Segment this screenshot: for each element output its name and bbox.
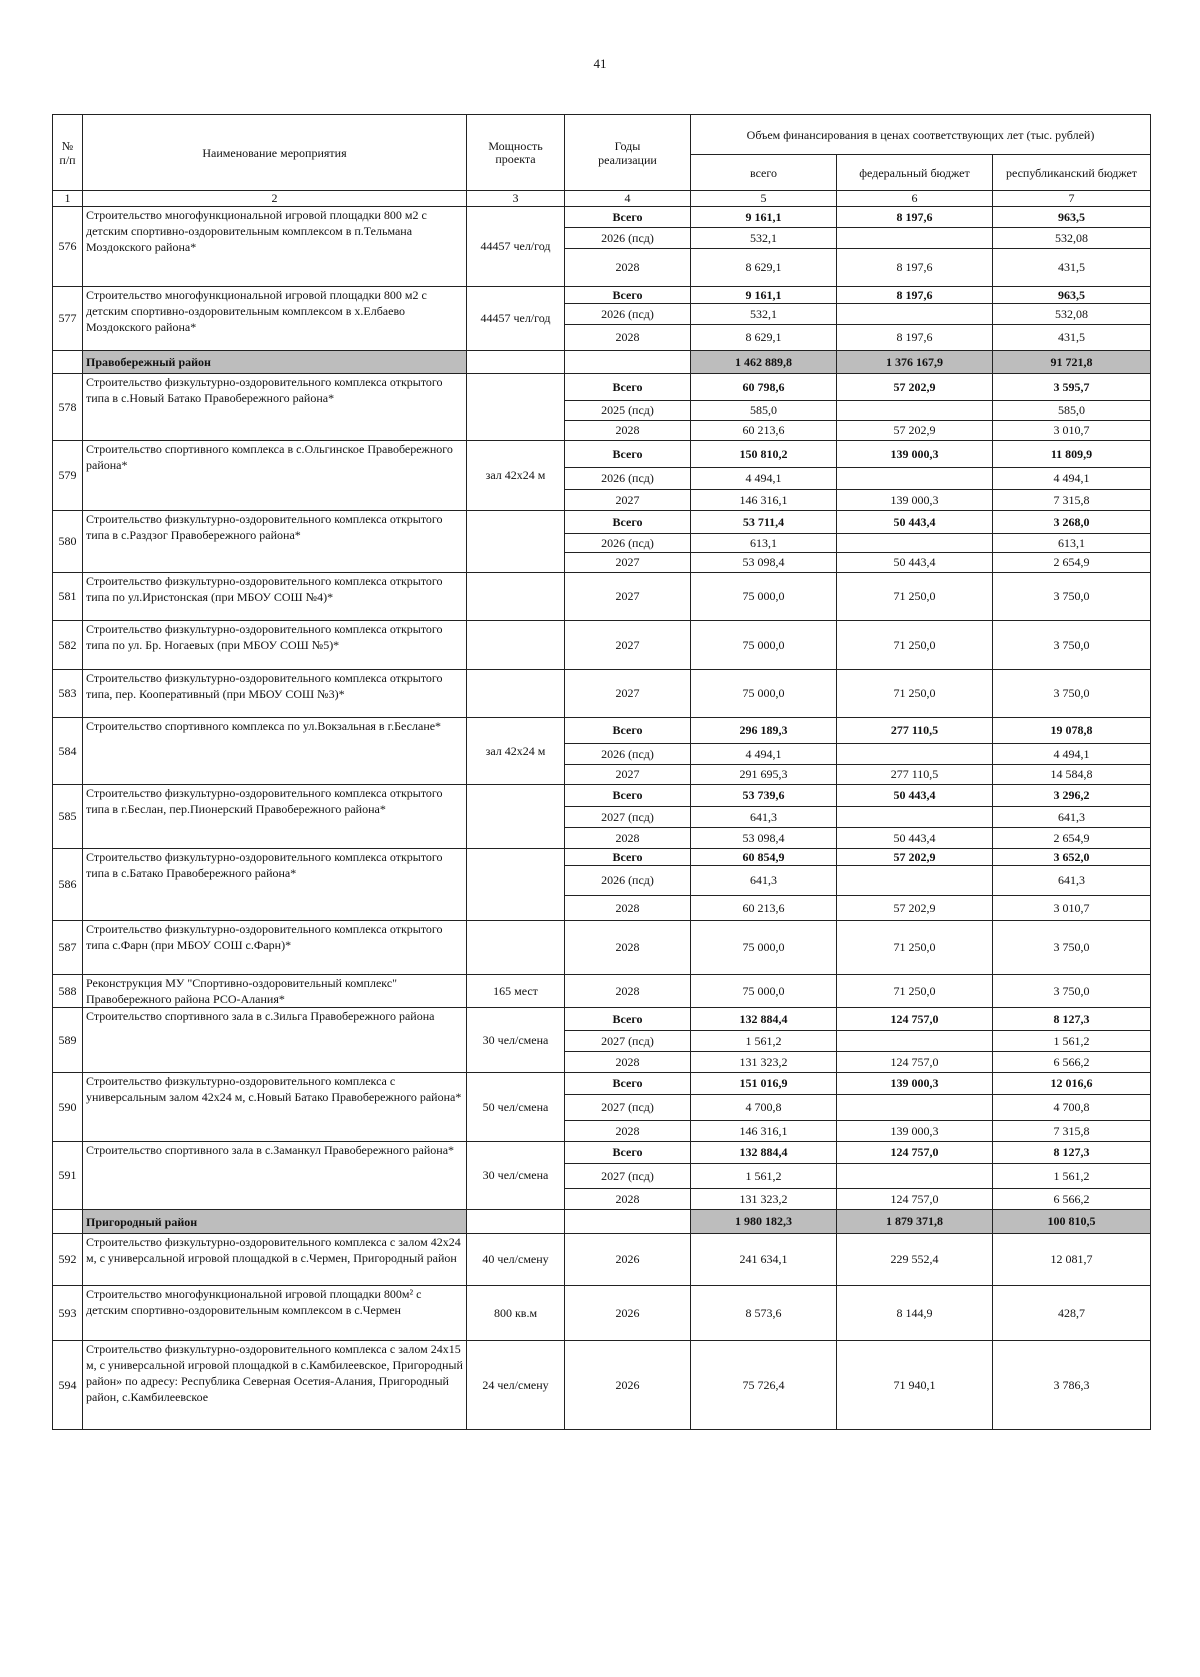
amount-federal	[837, 1095, 993, 1121]
implementation-year: 2025 (псд)	[565, 401, 691, 421]
header-republic: республиканский бюджет	[993, 155, 1151, 191]
event-name: Строительство физкультурно-оздоровительного комплекса открытого типа по ул. Бр. Ногаевых (при МБОУ СОШ №5)*	[83, 621, 467, 670]
amount-total: 60 854,9	[691, 849, 837, 866]
amount-republic: 1 561,2	[993, 1031, 1151, 1052]
project-capacity	[467, 849, 565, 921]
amount-federal: 139 000,3	[837, 1073, 993, 1095]
region-republic: 100 810,5	[993, 1210, 1151, 1234]
region-total: 1 980 182,3	[691, 1210, 837, 1234]
amount-federal	[837, 744, 993, 765]
amount-total: 8 629,1	[691, 325, 837, 351]
amount-republic: 19 078,8	[993, 718, 1151, 744]
region-row	[53, 351, 1151, 374]
amount-republic: 3 750,0	[993, 921, 1151, 975]
amount-republic: 4 700,8	[993, 1095, 1151, 1121]
amount-republic: 641,3	[993, 807, 1151, 828]
col-index: 4	[565, 191, 691, 207]
table-body	[53, 207, 1151, 1430]
amount-federal: 8 197,6	[837, 249, 993, 287]
row-number: 580	[53, 511, 83, 573]
event-name: Строительство физкультурно-оздоровительного комплекса с универсальным залом 42х24 м, с.Новый Батако Правобережного района*	[83, 1073, 467, 1142]
amount-total: 532,1	[691, 304, 837, 325]
project-capacity: зал 42х24 м	[467, 441, 565, 511]
amount-federal	[837, 468, 993, 490]
implementation-year: 2026 (псд)	[565, 228, 691, 249]
event-name: Строительство многофункциональной игровой площадки 800 м2 с детским спортивно-оздоровительным комплексом в х.Елбаево Моздокского района*	[83, 287, 467, 351]
implementation-year: 2026 (псд)	[565, 744, 691, 765]
amount-federal: 8 144,9	[837, 1286, 993, 1341]
amount-federal: 50 443,4	[837, 785, 993, 807]
amount-republic: 613,1	[993, 534, 1151, 553]
header-capacity: Мощность проекта	[467, 115, 565, 191]
implementation-year: 2027	[565, 621, 691, 670]
region-name: Пригородный район	[83, 1210, 467, 1234]
row-number: 585	[53, 785, 83, 849]
implementation-year: Всего	[565, 718, 691, 744]
implementation-year: 2027	[565, 573, 691, 621]
amount-total: 8 573,6	[691, 1286, 837, 1341]
amount-federal: 50 443,4	[837, 553, 993, 573]
region-num	[53, 351, 83, 374]
table-row	[53, 975, 1151, 1008]
col-index: 7	[993, 191, 1151, 207]
project-capacity: 24 чел/смену	[467, 1341, 565, 1430]
amount-federal: 57 202,9	[837, 849, 993, 866]
project-capacity	[467, 511, 565, 573]
amount-republic: 4 494,1	[993, 468, 1151, 490]
table-row	[53, 441, 1151, 468]
implementation-year: Всего	[565, 374, 691, 401]
amount-republic: 1 561,2	[993, 1164, 1151, 1189]
project-capacity: 165 мест	[467, 975, 565, 1008]
amount-republic: 14 584,8	[993, 765, 1151, 785]
amount-total: 4 494,1	[691, 744, 837, 765]
table-row	[53, 1234, 1151, 1286]
row-number: 588	[53, 975, 83, 1008]
table-row	[53, 1008, 1151, 1031]
amount-total: 1 561,2	[691, 1031, 837, 1052]
amount-federal	[837, 534, 993, 553]
implementation-year: 2027 (псд)	[565, 1031, 691, 1052]
amount-federal: 8 197,6	[837, 287, 993, 304]
amount-federal: 124 757,0	[837, 1142, 993, 1164]
implementation-year: 2028	[565, 325, 691, 351]
region-years	[565, 1210, 691, 1234]
region-federal: 1 376 167,9	[837, 351, 993, 374]
header-years: Годы реализации	[565, 115, 691, 191]
implementation-year: 2026	[565, 1234, 691, 1286]
amount-republic: 3 010,7	[993, 421, 1151, 441]
amount-republic: 3 010,7	[993, 896, 1151, 921]
event-name: Строительство физкультурно-оздоровительного комплекса открытого типа в с.Батако Правобережного района*	[83, 849, 467, 921]
amount-total: 9 161,1	[691, 207, 837, 228]
amount-republic: 431,5	[993, 325, 1151, 351]
table-row	[53, 785, 1151, 807]
amount-total: 132 884,4	[691, 1142, 837, 1164]
amount-republic: 585,0	[993, 401, 1151, 421]
event-name: Строительство многофункциональной игровой площадки 800 м2 с детским спортивно-оздоровительным комплексом в п.Тельмана Моздокского района*	[83, 207, 467, 287]
implementation-year: 2027 (псд)	[565, 1164, 691, 1189]
event-name: Строительство физкультурно-оздоровительного комплекса открытого типа в г.Беслан, пер.Пионерский Правобережного района*	[83, 785, 467, 849]
project-capacity	[467, 921, 565, 975]
amount-total: 60 798,6	[691, 374, 837, 401]
table-row	[53, 718, 1151, 744]
row-number: 586	[53, 849, 83, 921]
amount-federal	[837, 304, 993, 325]
table-row	[53, 511, 1151, 534]
event-name: Строительство физкультурно-оздоровительного комплекса открытого типа в с.Раздзог Правобережного района*	[83, 511, 467, 573]
implementation-year: 2027	[565, 670, 691, 718]
amount-republic: 3 750,0	[993, 621, 1151, 670]
event-name: Строительство спортивного зала в с.Зильга Правобережного района	[83, 1008, 467, 1073]
amount-total: 296 189,3	[691, 718, 837, 744]
amount-federal	[837, 1031, 993, 1052]
project-capacity	[467, 573, 565, 621]
amount-federal	[837, 228, 993, 249]
amount-federal: 71 250,0	[837, 670, 993, 718]
header-name: Наименование мероприятия	[83, 115, 467, 191]
project-capacity: 50 чел/смена	[467, 1073, 565, 1142]
amount-federal	[837, 866, 993, 896]
amount-republic: 3 750,0	[993, 670, 1151, 718]
event-name: Строительство физкультурно-оздоровительного комплекса с залом 24х15 м, с универсальной игровой площадкой в с.Камбилеевское, Пригородный район» по адресу: Республика Северная Осетия-Алания, Пригородный район, с.Камбилеевское	[83, 1341, 467, 1430]
amount-total: 75 000,0	[691, 573, 837, 621]
row-number: 584	[53, 718, 83, 785]
amount-republic: 12 016,6	[993, 1073, 1151, 1095]
event-name: Строительство физкультурно-оздоровительного комплекса открытого типа в с.Новый Батако Правобережного района*	[83, 374, 467, 441]
region-num	[53, 1210, 83, 1234]
amount-republic: 6 566,2	[993, 1052, 1151, 1073]
row-number: 576	[53, 207, 83, 287]
region-years	[565, 351, 691, 374]
implementation-year: 2028	[565, 421, 691, 441]
amount-total: 131 323,2	[691, 1052, 837, 1073]
amount-federal: 57 202,9	[837, 421, 993, 441]
amount-total: 150 810,2	[691, 441, 837, 468]
amount-total: 132 884,4	[691, 1008, 837, 1031]
event-name: Строительство физкультурно-оздоровительного комплекса открытого типа, пер. Кооперативный (при МБОУ СОШ №3)*	[83, 670, 467, 718]
event-name: Строительство спортивного комплекса в с.Ольгинское Правобережного района*	[83, 441, 467, 511]
header-num: № п/п	[53, 115, 83, 191]
implementation-year: Всего	[565, 441, 691, 468]
amount-federal: 71 250,0	[837, 621, 993, 670]
implementation-year: 2028	[565, 975, 691, 1008]
implementation-year: 2028	[565, 896, 691, 921]
amount-total: 131 323,2	[691, 1189, 837, 1210]
amount-total: 60 213,6	[691, 421, 837, 441]
row-number: 581	[53, 573, 83, 621]
amount-republic: 4 494,1	[993, 744, 1151, 765]
amount-federal	[837, 807, 993, 828]
region-row	[53, 1210, 1151, 1234]
amount-total: 60 213,6	[691, 896, 837, 921]
implementation-year: Всего	[565, 785, 691, 807]
implementation-year: 2026	[565, 1286, 691, 1341]
row-number: 583	[53, 670, 83, 718]
amount-republic: 3 652,0	[993, 849, 1151, 866]
amount-federal: 139 000,3	[837, 441, 993, 468]
amount-federal: 124 757,0	[837, 1052, 993, 1073]
amount-republic: 963,5	[993, 287, 1151, 304]
amount-federal: 71 250,0	[837, 921, 993, 975]
table-row	[53, 573, 1151, 621]
amount-total: 613,1	[691, 534, 837, 553]
amount-republic: 11 809,9	[993, 441, 1151, 468]
amount-federal: 50 443,4	[837, 511, 993, 534]
table-row	[53, 670, 1151, 718]
header-total: всего	[691, 155, 837, 191]
amount-federal: 57 202,9	[837, 896, 993, 921]
amount-total: 146 316,1	[691, 1121, 837, 1142]
amount-republic: 428,7	[993, 1286, 1151, 1341]
region-federal: 1 879 371,8	[837, 1210, 993, 1234]
amount-republic: 8 127,3	[993, 1008, 1151, 1031]
table-row	[53, 207, 1151, 228]
implementation-year: 2026 (псд)	[565, 468, 691, 490]
event-name: Строительство спортивного комплекса по ул.Вокзальная в г.Беслане*	[83, 718, 467, 785]
amount-republic: 963,5	[993, 207, 1151, 228]
implementation-year: 2028	[565, 921, 691, 975]
project-capacity: 40 чел/смену	[467, 1234, 565, 1286]
table-row	[53, 849, 1151, 866]
implementation-year: 2027	[565, 553, 691, 573]
amount-total: 53 098,4	[691, 828, 837, 849]
amount-total: 4 700,8	[691, 1095, 837, 1121]
amount-total: 75 000,0	[691, 975, 837, 1008]
amount-republic: 12 081,7	[993, 1234, 1151, 1286]
table-row	[53, 1142, 1151, 1164]
amount-total: 53 098,4	[691, 553, 837, 573]
amount-federal: 139 000,3	[837, 490, 993, 511]
implementation-year: Всего	[565, 207, 691, 228]
region-total: 1 462 889,8	[691, 351, 837, 374]
row-number: 590	[53, 1073, 83, 1142]
amount-total: 4 494,1	[691, 468, 837, 490]
amount-republic: 641,3	[993, 866, 1151, 896]
amount-republic: 7 315,8	[993, 1121, 1151, 1142]
event-name: Строительство спортивного зала в с.Заманкул Правобережного района*	[83, 1142, 467, 1210]
amount-republic: 3 296,2	[993, 785, 1151, 807]
table-row	[53, 1341, 1151, 1430]
event-name: Реконструкция МУ "Спортивно-оздоровительный комплекс" Правобережного района РСО-Алания*	[83, 975, 467, 1008]
project-capacity: 44457 чел/год	[467, 207, 565, 287]
amount-federal: 50 443,4	[837, 828, 993, 849]
region-capacity	[467, 1210, 565, 1234]
region-capacity	[467, 351, 565, 374]
amount-republic: 2 654,9	[993, 828, 1151, 849]
amount-federal: 229 552,4	[837, 1234, 993, 1286]
implementation-year: 2028	[565, 1052, 691, 1073]
project-capacity: зал 42х24 м	[467, 718, 565, 785]
implementation-year: 2026 (псд)	[565, 534, 691, 553]
table-row	[53, 1073, 1151, 1095]
implementation-year: Всего	[565, 1008, 691, 1031]
table-row	[53, 621, 1151, 670]
event-name: Строительство многофункциональной игровой площадки 800м² с детским спортивно-оздоровительным комплексом в с.Чермен	[83, 1286, 467, 1341]
amount-federal: 277 110,5	[837, 718, 993, 744]
implementation-year: Всего	[565, 511, 691, 534]
page-number: 41	[593, 56, 607, 71]
amount-total: 532,1	[691, 228, 837, 249]
implementation-year: 2027	[565, 765, 691, 785]
project-capacity: 44457 чел/год	[467, 287, 565, 351]
implementation-year: 2027 (псд)	[565, 807, 691, 828]
col-index: 5	[691, 191, 837, 207]
amount-total: 75 000,0	[691, 670, 837, 718]
implementation-year: Всего	[565, 849, 691, 866]
col-index: 6	[837, 191, 993, 207]
amount-total: 8 629,1	[691, 249, 837, 287]
implementation-year: Всего	[565, 287, 691, 304]
implementation-year: Всего	[565, 1073, 691, 1095]
row-number: 578	[53, 374, 83, 441]
header-financing: Объем финансирования в ценах соответствующих лет (тыс. рублей)	[691, 115, 1151, 155]
table-row	[53, 287, 1151, 304]
amount-federal: 124 757,0	[837, 1189, 993, 1210]
amount-federal: 139 000,3	[837, 1121, 993, 1142]
implementation-year: 2028	[565, 1121, 691, 1142]
row-number: 582	[53, 621, 83, 670]
amount-republic: 3 595,7	[993, 374, 1151, 401]
implementation-year: 2027 (псд)	[565, 1095, 691, 1121]
row-number: 587	[53, 921, 83, 975]
project-capacity	[467, 621, 565, 670]
row-number: 593	[53, 1286, 83, 1341]
financing-table	[52, 114, 1151, 1430]
amount-republic: 431,5	[993, 249, 1151, 287]
row-number: 577	[53, 287, 83, 351]
project-capacity: 800 кв.м	[467, 1286, 565, 1341]
region-republic: 91 721,8	[993, 351, 1151, 374]
amount-total: 75 000,0	[691, 921, 837, 975]
amount-republic: 3 786,3	[993, 1341, 1151, 1430]
region-name: Правобережный район	[83, 351, 467, 374]
row-number: 594	[53, 1341, 83, 1430]
col-index: 2	[83, 191, 467, 207]
row-number: 592	[53, 1234, 83, 1286]
amount-total: 151 016,9	[691, 1073, 837, 1095]
amount-total: 641,3	[691, 866, 837, 896]
amount-total: 291 695,3	[691, 765, 837, 785]
implementation-year: 2027	[565, 490, 691, 511]
amount-federal: 71 940,1	[837, 1341, 993, 1430]
amount-republic: 3 750,0	[993, 573, 1151, 621]
header-federal: федеральный бюджет	[837, 155, 993, 191]
amount-total: 641,3	[691, 807, 837, 828]
amount-federal	[837, 401, 993, 421]
amount-federal: 71 250,0	[837, 573, 993, 621]
project-capacity: 30 чел/смена	[467, 1142, 565, 1210]
amount-total: 53 711,4	[691, 511, 837, 534]
amount-republic: 3 750,0	[993, 975, 1151, 1008]
event-name: Строительство физкультурно-оздоровительного комплекса открытого типа по ул.Иристонская (при МБОУ СОШ №4)*	[83, 573, 467, 621]
amount-federal: 57 202,9	[837, 374, 993, 401]
implementation-year: 2028	[565, 828, 691, 849]
amount-federal	[837, 1164, 993, 1189]
amount-total: 53 739,6	[691, 785, 837, 807]
event-name: Строительство физкультурно-оздоровительного комплекса открытого типа с.Фарн (при МБОУ СОШ с.Фарн)*	[83, 921, 467, 975]
table-row	[53, 374, 1151, 401]
row-number: 591	[53, 1142, 83, 1210]
col-index: 3	[467, 191, 565, 207]
amount-total: 1 561,2	[691, 1164, 837, 1189]
implementation-year: 2028	[565, 1189, 691, 1210]
project-capacity: 30 чел/смена	[467, 1008, 565, 1073]
amount-federal: 8 197,6	[837, 325, 993, 351]
amount-republic: 2 654,9	[993, 553, 1151, 573]
amount-total: 146 316,1	[691, 490, 837, 511]
table-row	[53, 921, 1151, 975]
amount-republic: 6 566,2	[993, 1189, 1151, 1210]
amount-republic: 3 268,0	[993, 511, 1151, 534]
amount-federal: 124 757,0	[837, 1008, 993, 1031]
implementation-year: Всего	[565, 1142, 691, 1164]
amount-federal: 8 197,6	[837, 207, 993, 228]
event-name: Строительство физкультурно-оздоровительного комплекса с залом 42х24 м, с универсальной игровой площадкой в с.Чермен, Пригородный район	[83, 1234, 467, 1286]
project-capacity	[467, 374, 565, 441]
project-capacity	[467, 785, 565, 849]
implementation-year: 2028	[565, 249, 691, 287]
amount-total: 75 000,0	[691, 621, 837, 670]
implementation-year: 2026	[565, 1341, 691, 1430]
amount-total: 585,0	[691, 401, 837, 421]
amount-federal: 277 110,5	[837, 765, 993, 785]
row-number: 589	[53, 1008, 83, 1073]
col-index: 1	[53, 191, 83, 207]
implementation-year: 2026 (псд)	[565, 304, 691, 325]
amount-republic: 532,08	[993, 228, 1151, 249]
amount-total: 9 161,1	[691, 287, 837, 304]
amount-republic: 7 315,8	[993, 490, 1151, 511]
row-number: 579	[53, 441, 83, 511]
amount-total: 241 634,1	[691, 1234, 837, 1286]
amount-republic: 532,08	[993, 304, 1151, 325]
table-row	[53, 1286, 1151, 1341]
implementation-year: 2026 (псд)	[565, 866, 691, 896]
amount-total: 75 726,4	[691, 1341, 837, 1430]
project-capacity	[467, 670, 565, 718]
amount-republic: 8 127,3	[993, 1142, 1151, 1164]
amount-federal: 71 250,0	[837, 975, 993, 1008]
